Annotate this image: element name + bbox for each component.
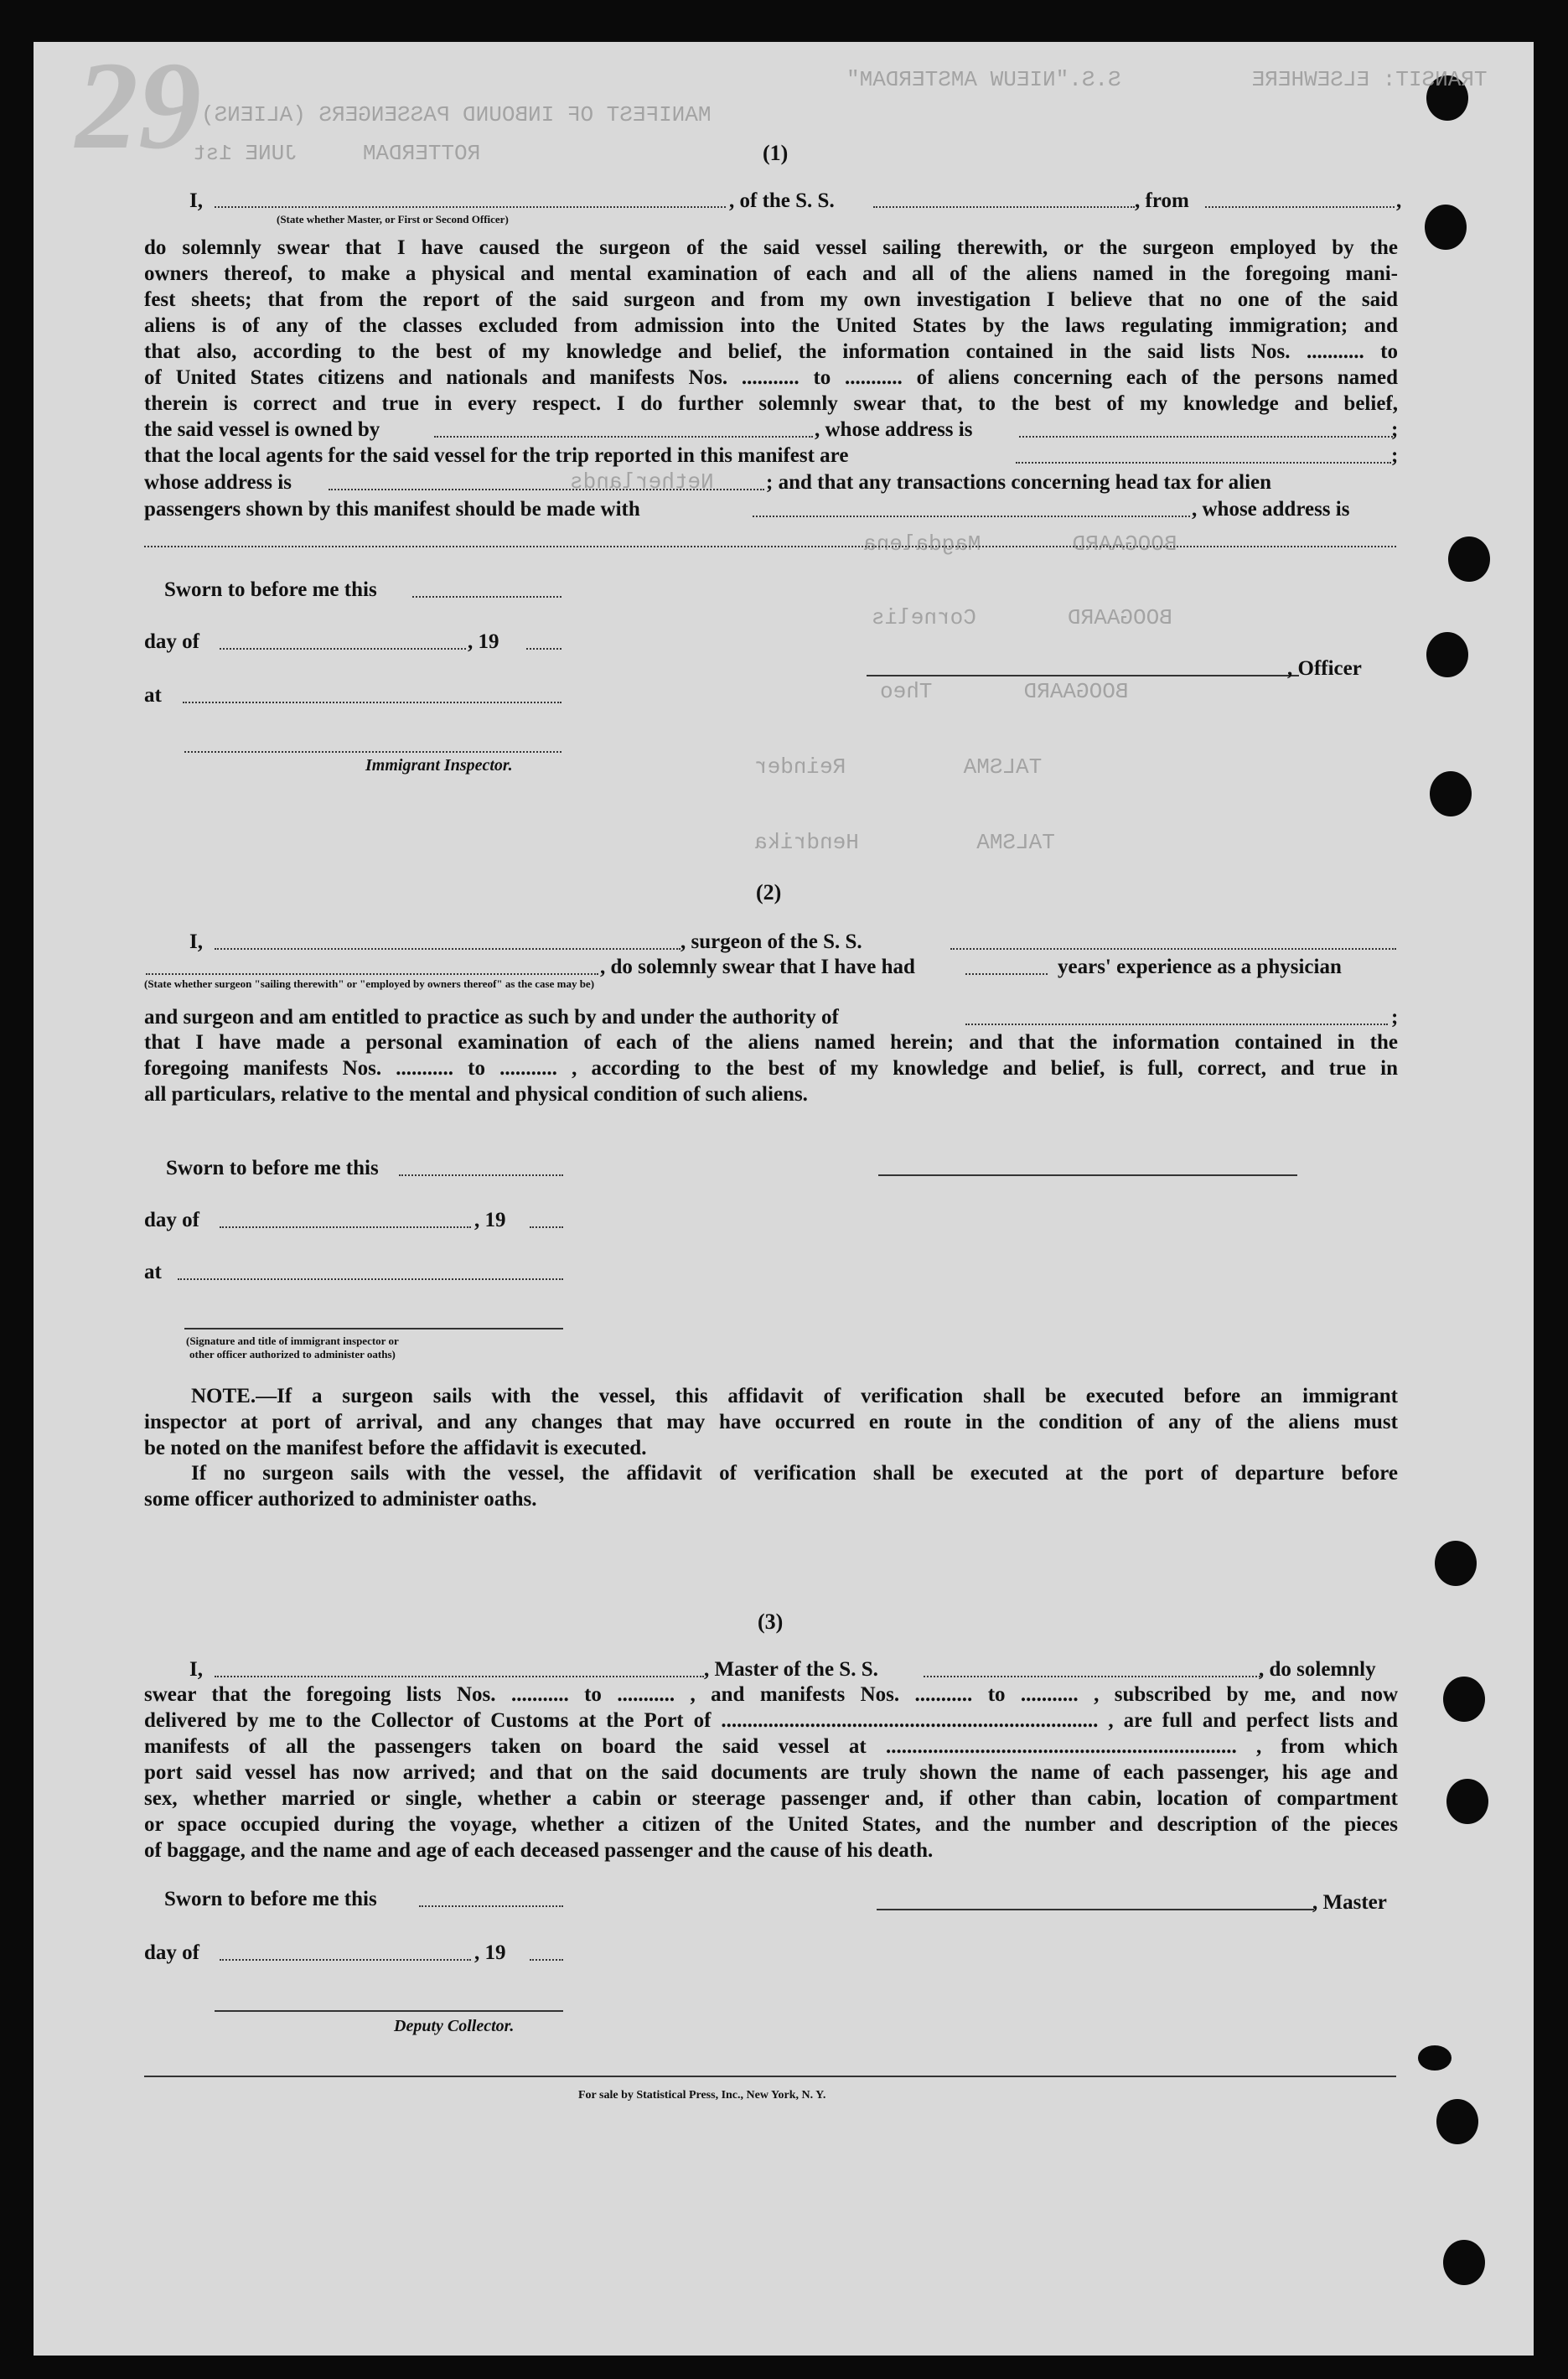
at-label: at (144, 684, 162, 707)
head-tax-contact-field[interactable] (753, 516, 1190, 517)
bleed-through-line: MANIFEST OF INBOUND PASSENGERS (ALIENS) (201, 102, 712, 127)
sworn-date-field[interactable] (412, 596, 561, 598)
oath-i: I, (189, 930, 203, 953)
inspector-signature-line[interactable] (184, 751, 561, 753)
master-name-field[interactable] (215, 1676, 704, 1677)
oath-i: I, (189, 1658, 203, 1681)
owner-field[interactable] (434, 436, 813, 438)
whose-address-label-3: , whose address is (1192, 498, 1350, 521)
bleed-through-line: BOOGAARD Magdalena (863, 531, 1177, 557)
vessel-name-field[interactable] (873, 206, 1135, 208)
binder-hole (1443, 1677, 1485, 1722)
binder-hole (1443, 2240, 1485, 2285)
oath-line: fest sheets; that from the report of the said surgeon and from my own investigation I believe that no one of the said (144, 288, 1398, 311)
day-of-label: day of (144, 1941, 199, 1964)
inspector-signature-line[interactable] (184, 1328, 563, 1329)
oath-line: that I have made a personal examination of each of the aliens named herein; and that the information contained in the (144, 1031, 1398, 1054)
officer-label: , Officer (1287, 657, 1362, 680)
oath-line: therein is correct and true in every respect. I do further solemnly swear that, to the best of my knowledge and belief, (144, 392, 1398, 415)
semicolon: ; (1391, 1006, 1399, 1029)
year-field[interactable] (530, 1226, 563, 1228)
surgeon-name-field[interactable] (215, 948, 681, 950)
inspector-label: Immigrant Inspector. (365, 756, 513, 775)
section-3-heading: (3) (758, 1609, 784, 1634)
officer-rank-note: (State whether Master, or First or Second Officer) (277, 213, 509, 225)
master-of-label: , Master of the S. S. (704, 1658, 878, 1681)
oath-line: port said vessel has now arrived; and that on the said documents are truly shown the name of each passenger, his age and (144, 1761, 1398, 1784)
year-field[interactable] (530, 1959, 563, 1961)
binder-hole (1448, 536, 1490, 582)
local-agents-label: that the local agents for the said vessel for the trip reported in this manifest are (144, 444, 849, 467)
binder-hole (1435, 1541, 1477, 1586)
section-1-heading: (1) (763, 141, 789, 165)
no-surgeon-note-text (144, 1460, 1398, 1512)
binder-hole (1425, 205, 1467, 250)
oath-line: do solemnly swear that I have caused the surgeon of the said vessel sailing therewith, or the surgeon employed by the (144, 236, 1398, 259)
month-field[interactable] (220, 1226, 471, 1228)
surgeon-note-text (144, 1383, 1398, 1461)
binder-hole (1436, 2099, 1478, 2144)
note-line: be noted on the manifest before the affidavit is executed. (144, 1437, 647, 1459)
owned-by-label: the said vessel is owned by (144, 418, 380, 441)
master-vessel-field[interactable] (924, 1676, 1260, 1677)
signature-title-note: other officer authorized to administer oaths) (189, 1348, 396, 1361)
bleed-through-line: TALSMA Reinder (754, 754, 1043, 780)
solemnly-label: , do solemnly (1259, 1658, 1376, 1681)
local-agents-field[interactable] (1016, 462, 1391, 464)
binder-hole (1446, 1779, 1488, 1824)
note-line: If no surgeon sails with the vessel, the affidavit of verification shall be executed at the port of departure before (191, 1462, 1398, 1485)
sworn-place-field[interactable] (178, 1278, 563, 1280)
day-of-label: day of (144, 1209, 199, 1231)
oath-line: of baggage, and the name and age of each deceased passenger and the cause of his death. (144, 1839, 934, 1862)
sworn-date-field[interactable] (399, 1174, 563, 1176)
oath-line: aliens is of any of the classes excluded from admission into the United States by the laws regulating immigration; and (144, 314, 1398, 337)
whose-address-label: , whose address is (815, 418, 973, 441)
note-line: inspector at port of arrival, and any changes that may have occurred en route in the condition of any of the aliens must (144, 1411, 1398, 1433)
oath-line: foregoing manifests Nos. ........... to ........... , according to the best of my knowledge and belief, is full, correct, and true in (144, 1057, 1398, 1080)
year-field[interactable] (526, 648, 561, 650)
head-tax-text: ; and that any transactions concerning head tax for alien (766, 471, 1272, 494)
surgeon-type-field[interactable] (146, 973, 598, 975)
oath-line: delivered by me to the Collector of Customs at the Port of ........................................................................ , are full and perfect lists and (144, 1709, 1398, 1732)
head-tax-address-field[interactable] (144, 546, 1396, 547)
bleed-through-line: BOOGAARD Theo (880, 679, 1129, 704)
bleed-through-line: Netherlands (570, 469, 714, 495)
section-3-oath-text (144, 1682, 1398, 1863)
sworn-place-field[interactable] (183, 702, 561, 703)
owner-address-field[interactable] (1019, 436, 1393, 438)
oath-line: manifests of all the passengers taken on board the said vessel at ................................................................... , from which (144, 1735, 1398, 1758)
bleed-through-number: 29 (75, 36, 201, 175)
section-1-oath-text (144, 235, 1398, 417)
surgeon-vessel-field[interactable] (950, 948, 1396, 950)
section-2-heading: (2) (756, 880, 782, 904)
surgeon-type-note: (State whether surgeon "sailing therewith" or "employed by owners thereof" as the case may be) (144, 977, 595, 990)
binder-hole (1430, 771, 1472, 816)
oath-line: swear that the foregoing lists Nos. ........... to ........... , and manifests Nos. ........... to ........... , subscribed by me, and now (144, 1683, 1398, 1706)
whose-address-label-2: whose address is (144, 471, 292, 494)
of-the-ss-label: , of the S. S. (729, 189, 835, 212)
from-label: , from (1135, 189, 1189, 212)
month-field[interactable] (220, 1959, 471, 1961)
sworn-date-field[interactable] (419, 1905, 563, 1907)
year-label: , 19 (468, 630, 499, 653)
oath-i: I, (189, 189, 203, 212)
authority-field[interactable] (965, 1024, 1388, 1025)
sworn-label: Sworn to before me this (164, 1888, 377, 1910)
binder-hole (1426, 632, 1468, 677)
collector-label: Deputy Collector. (394, 2017, 515, 2035)
note-line: NOTE.—If a surgeon sails with the vessel, this affidavit of verification shall be executed before an immigrant (191, 1385, 1398, 1407)
master-signature-line[interactable] (877, 1909, 1314, 1910)
oath-line: or space occupied during the voyage, whether a citizen of the United States, and the number and description of the pieces (144, 1813, 1398, 1836)
from-port-field[interactable] (1205, 206, 1395, 208)
at-label: at (144, 1261, 162, 1283)
note-line: some officer authorized to administer oaths. (144, 1488, 537, 1511)
bleed-through-line: TRANSIT: ELSEWHERE S.S."NIEUW AMSTERDAM" (846, 67, 1488, 92)
entitled-text: and surgeon and am entitled to practice as such by and under the authority of (144, 1006, 839, 1029)
collector-signature-line[interactable] (215, 2010, 563, 2012)
years-physician-text: years' experience as a physician (1058, 956, 1342, 978)
signature-title-note: (Signature and title of immigrant inspector or (186, 1335, 399, 1347)
binder-hole (1418, 2045, 1452, 2071)
oath-line: that also, according to the best of my knowledge and belief, the information contained in the said lists Nos. ........... to (144, 340, 1398, 363)
printer-credit: For sale by Statistical Press, Inc., New York, N. Y. (578, 2089, 826, 2102)
officer-name-field[interactable] (215, 206, 726, 208)
years-experience-field[interactable] (965, 973, 1048, 975)
oath-line: of United States citizens and nationals and manifests Nos. ........... to ........... of aliens concerning each of the persons named (144, 366, 1398, 389)
section-2-oath-text (144, 1029, 1398, 1107)
comma: , (1396, 189, 1402, 212)
passengers-text: passengers shown by this manifest should be made with (144, 498, 640, 521)
surgeon-signature-line[interactable] (878, 1174, 1297, 1176)
oath-line: all particulars, relative to the mental and physical condition of such aliens. (144, 1083, 808, 1106)
oath-line: owners thereof, to make a physical and mental examination of each and all of the aliens named in the foregoing mani- (144, 262, 1398, 285)
officer-signature-line[interactable] (867, 675, 1299, 676)
bleed-through-line: TALSMA Hendrika (754, 830, 1055, 855)
year-label: , 19 (474, 1941, 506, 1964)
agent-address-field[interactable] (329, 489, 764, 490)
sworn-label: Sworn to before me this (164, 578, 377, 601)
bleed-through-line: BOOGAARD Cornelis (872, 605, 1172, 630)
year-label: , 19 (474, 1209, 506, 1231)
semicolon: ; (1391, 418, 1399, 441)
day-of-label: day of (144, 630, 199, 653)
sworn-label: Sworn to before me this (166, 1157, 379, 1179)
oath-line: sex, whether married or single, whether a cabin or steerage passenger and, if other than cabin, location of compartment (144, 1787, 1398, 1810)
master-label: , Master (1312, 1891, 1387, 1914)
bleed-through-line: ROTTERDAM JUNE 1st (193, 141, 481, 166)
month-field[interactable] (220, 648, 466, 650)
footer-rule (144, 2076, 1396, 2077)
swear-years-text: , do solemnly swear that I have had (600, 956, 915, 978)
surgeon-of-label: , surgeon of the S. S. (681, 930, 862, 953)
semicolon: ; (1391, 444, 1399, 467)
